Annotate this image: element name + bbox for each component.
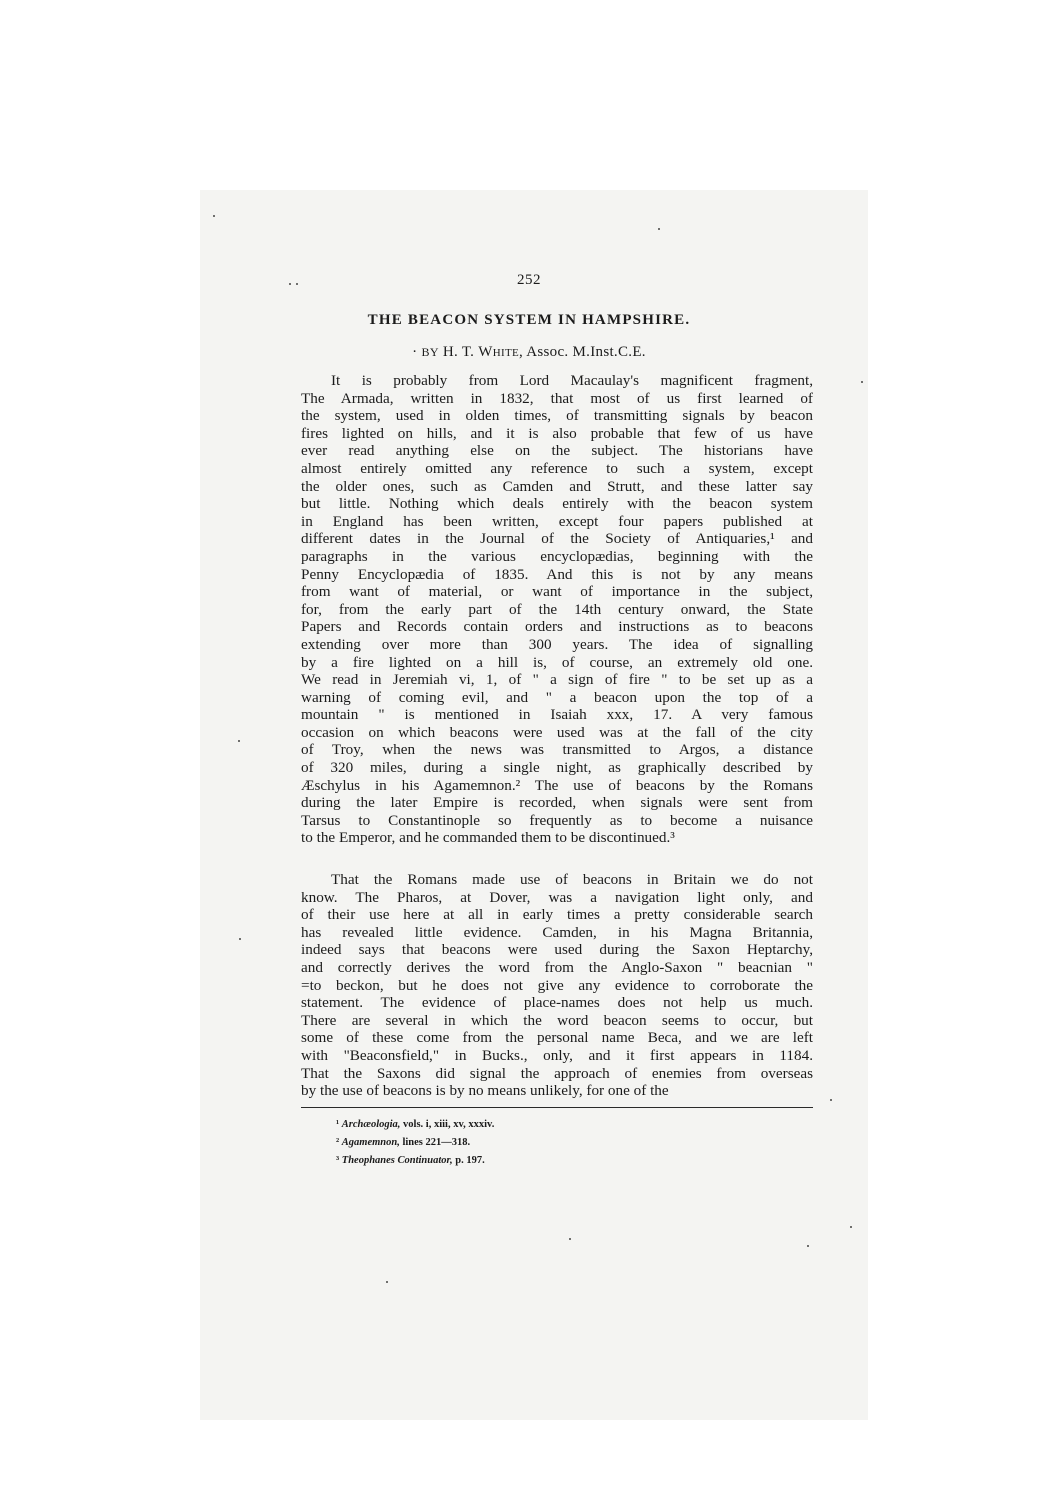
text-line: occasion on which beacons were used was at the fall of the city <box>301 723 813 741</box>
text-line: the system, used in olden times, of transmitting signals by beacon <box>301 407 813 425</box>
text-line: by the use of beacons is by no means unlikely, for one of the <box>301 1082 669 1100</box>
footnote-detail: p. 197. <box>452 1155 485 1166</box>
text-line: Papers and Records contain orders and instructions as to beacons <box>301 618 813 636</box>
author-initials: H. T. <box>442 344 475 360</box>
text-line: of 320 miles, during a single night, as graphically described by <box>301 759 813 777</box>
text-line: different dates in the Journal of the Society of Antiquaries,¹ and <box>301 530 813 548</box>
scan-speck <box>830 1099 832 1101</box>
scan-speck <box>569 1238 571 1240</box>
text-line: for, from the early part of the 14th century onward, the State <box>301 600 813 618</box>
text-line: We read in Jeremiah vi, 1, of " a sign of fire " to be set up as a <box>301 671 813 689</box>
footnote <box>336 1116 494 1134</box>
text-line: and correctly derives the word from the Anglo-Saxon " beacnian " <box>301 958 813 976</box>
paragraph-2 <box>301 871 813 1100</box>
text-line: Penny Encyclopædia of 1835. And this is not by any means <box>301 565 813 583</box>
text-line: with "Beaconsfield," in Bucks., only, and it first appears in 1184. <box>301 1046 813 1064</box>
text-line: Tarsus to Constantinople so frequently as to become a nuisance <box>301 811 813 829</box>
text-line: =to beckon, but he does not give any evidence to corroborate the <box>301 976 813 994</box>
scan-speck <box>861 381 863 383</box>
text-line: That the Saxons did signal the approach of enemies from overseas <box>301 1064 813 1082</box>
byline: · BY H. T. White, Assoc. M.Inst.C.E. <box>412 344 646 360</box>
footnote-mark: ³ <box>336 1155 342 1166</box>
text-line: in England has been written, except four papers published at <box>301 512 813 530</box>
text-line: warning of coming evil, and " a beacon upon the top of a <box>301 688 813 706</box>
text-line: That the Romans made use of beacons in Britain we do not <box>331 871 813 888</box>
scan-speck <box>296 283 298 285</box>
text-line: but little. Nothing which deals entirely with the beacon system <box>301 495 813 513</box>
footnote <box>336 1152 494 1170</box>
scan-speck <box>658 228 660 230</box>
scan-speck <box>289 283 291 285</box>
text-line: during the later Empire is recorded, when signals were sent from <box>301 794 813 812</box>
text-line: statement. The evidence of place-names does not help us much. <box>301 994 813 1012</box>
scan-speck <box>386 1281 388 1283</box>
footnote-mark: ¹ <box>336 1119 342 1130</box>
text-line: The Armada, written in 1832, that most of us first learned of <box>301 389 813 407</box>
text-line: There are several in which the word beacon seems to occur, but <box>301 1011 813 1029</box>
scan-speck <box>238 740 240 742</box>
page-number: 252 <box>517 272 541 288</box>
author-surname: White <box>478 344 519 360</box>
footnote-rule <box>301 1107 813 1108</box>
footnote-detail: vols. i, xiii, xv, xxxiv. <box>400 1119 495 1130</box>
text-line: extending over more than 300 years. The idea of signalling <box>301 635 813 653</box>
text-line: the older ones, such as Camden and Strutt, and these latter say <box>301 477 813 495</box>
footnote-detail: lines 221—318. <box>399 1137 471 1148</box>
scan-speck <box>213 215 215 217</box>
text-line: It is probably from Lord Macaulay's magnificent fragment, <box>331 372 813 389</box>
byline-prefix: BY <box>421 345 439 359</box>
footnote-title: Theophanes Continuator, <box>341 1155 453 1166</box>
article-title: THE BEACON SYSTEM IN HAMPSHIRE. <box>367 312 691 328</box>
text-line: fires lighted on hills, and it is also probable that few of us have <box>301 424 813 442</box>
text-line: to the Emperor, and he commanded them to be discontinued.³ <box>301 829 675 847</box>
footnote-mark: ² <box>336 1137 342 1148</box>
text-line: of their use here at all in early times a pretty considerable search <box>301 906 813 924</box>
footnotes <box>336 1116 494 1170</box>
text-line: Æschylus in his Agamemnon.² The use of beacons by the Romans <box>301 776 813 794</box>
text-line: paragraphs in the various encyclopædias, beginning with the <box>301 547 813 565</box>
text-line: ever read anything else on the subject. The historians have <box>301 442 813 460</box>
text-line: has revealed little evidence. Camden, in his Magna Britannia, <box>301 923 813 941</box>
text-line: mountain " is mentioned in Isaiah xxx, 17. A very famous <box>301 706 813 724</box>
footnote <box>336 1134 494 1152</box>
author-qualification: , Assoc. M.Inst.C.E. <box>519 344 646 360</box>
text-line: some of these come from the personal name Beca, and we are left <box>301 1029 813 1047</box>
text-line: by a fire lighted on a hill is, of course, an extremely old one. <box>301 653 813 671</box>
text-line: know. The Pharos, at Dover, was a navigation light only, and <box>301 888 813 906</box>
text-line: from want of material, or want of importance in the subject, <box>301 583 813 601</box>
text-line: of Troy, when the news was transmitted to Argos, a distance <box>301 741 813 759</box>
text-line: indeed says that beacons were used during the Saxon Heptarchy, <box>301 941 813 959</box>
footnote-title: Agamemnon, <box>341 1137 400 1148</box>
text-line: almost entirely omitted any reference to such a system, except <box>301 459 813 477</box>
footnote-title: Archæologia, <box>341 1119 401 1130</box>
scan-speck <box>807 1245 809 1247</box>
paragraph-1 <box>301 372 813 847</box>
scan-speck <box>850 1226 852 1228</box>
scan-speck <box>239 938 241 940</box>
